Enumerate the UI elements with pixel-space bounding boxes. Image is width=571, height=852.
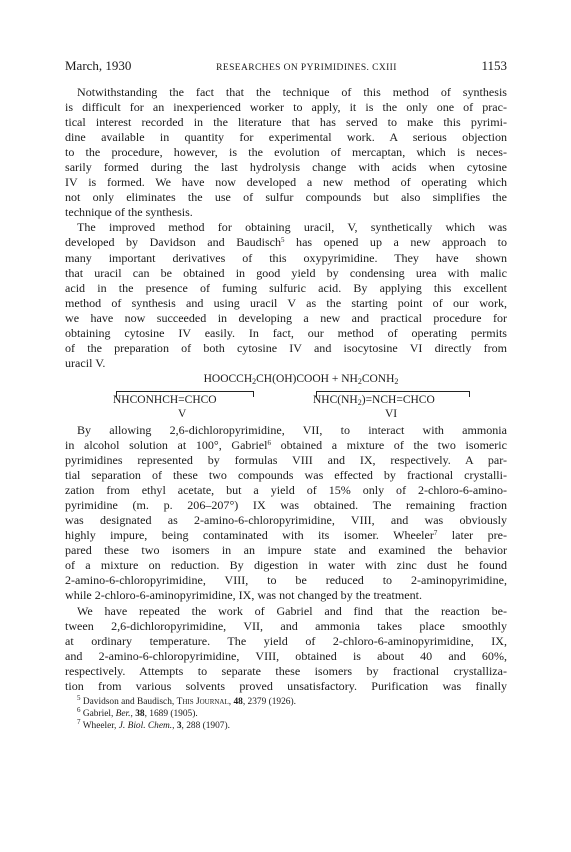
text-line: of the preparation of both cytosine IV and isocytosine VI directly from [65, 340, 507, 355]
header-title: RESEARCHES ON PYRIMIDINES. CXIII [216, 63, 397, 73]
text-line: dine available in quantity for experimental work. A serious objection [65, 130, 507, 145]
footnote-ref-7[interactable]: 7 [433, 529, 438, 538]
footnote-5: $^5$ Davidson and Baudisch, This Journal, 48, 2379 (1926). [77, 693, 296, 707]
text-line: We have repeated the work of Gabriel and find that the reaction be- [77, 603, 507, 618]
paragraph-4 [65, 604, 507, 694]
text-line: uracil V. [65, 355, 106, 370]
text-line: IV is formed. We have now developed a new method of operating which [65, 175, 507, 190]
text-line: Notwithstanding the fact that the technique of this method of synthesis [77, 85, 507, 99]
text-line: obtaining cytosine IV easily. In fact, our method of operating permits [65, 325, 507, 340]
text-line: not only eliminates the use of sulfur compounds but also simplifies the [65, 190, 507, 205]
text-line: while 2-chloro-6-aminopyrimidine, IX, was not changed by the treatment. [65, 588, 422, 603]
text-line: The improved method for obtaining uracil, V, synthetically which was [77, 220, 507, 235]
article-body [65, 85, 507, 694]
footnote-ref-6[interactable]: 6 [267, 438, 271, 447]
formula-label-vi: VI [385, 407, 398, 420]
paragraph-1 [65, 85, 507, 220]
text-line: zation from ethyl acetate, but a yield of 15% only of 2-chloro-6-amino- [65, 483, 507, 498]
text-line: that uracil can be obtained in good yield by condensing urea with malic [65, 265, 507, 280]
footnote-7: $^7$ Wheeler, J. Biol. Chem., 3, 288 (1907). [77, 717, 230, 731]
formula-isocytosine: $NHC(NH_2)=NCH=CHCO$ [313, 393, 435, 407]
text-line: pared these two isomers in an impure state and examined the behavior [65, 543, 507, 558]
chemical-equation [65, 372, 507, 423]
running-header [65, 58, 507, 76]
text-line: technique of the synthesis. [65, 205, 193, 220]
text-line: tial separation of these two compounds was effected by fractional crystalli- [65, 468, 507, 483]
text-line: we have now succeeded in developing a new and practical procedure for [65, 310, 507, 325]
text-line: method of synthesis and using uracil V as the starting point of our work, [65, 295, 507, 310]
equation-reactants: $HOOCCH_2CH(OH)COOH$ + $NH_2CONH_2$ [203, 372, 399, 386]
footnotes [65, 693, 507, 732]
paragraph-2 [65, 220, 507, 370]
formula-uracil: NHCONHCH=CHCO [113, 393, 217, 406]
footnote-6: $^6$ Gabriel, Ber., 38, 1689 (1905). [77, 705, 198, 719]
text-line: is difficult for an inexperienced worker to apply, it is the only one of prac- [65, 100, 507, 115]
header-date: March, 1930 [65, 58, 132, 73]
text-line: was designated as 2-amino-6-chloropyrimidine, VIII, and was obviously [65, 513, 507, 528]
page [65, 58, 507, 732]
text-line: tween 2,6-dichloropyrimidine, VII, and ammonia takes place smoothly [65, 618, 507, 633]
text-line: highly impure, being contaminated with its isomer. Wheeler$^7$ later pre- [65, 528, 507, 543]
formula-label-v: V [178, 407, 187, 420]
text-line: in alcohol solution at 100°, Gabriel$^6$ obtained a mixture of the two isomeric [65, 437, 507, 452]
text-line: to the procedure, however, is the evolution of mercaptan, which is neces- [65, 145, 507, 160]
text-line: of a mixture on reduction. By digestion in water with zinc dust he found [65, 558, 507, 573]
text-line: many important derivatives of this oxypyrimidine. They have shown [65, 250, 507, 265]
text-line: at ordinary temperature. The yield of 2-chloro-6-aminopyrimidine, IX, [65, 633, 507, 648]
text-line: pyrimidines represented by formulas VIII and IX, respectively. A par- [65, 453, 507, 468]
text-line: respectively. Attempts to separate these isomers by fractional crystalliza- [65, 663, 507, 678]
text-line: pyrimidine (m. p. 206–207°) IX was obtained. The remaining fraction [65, 498, 507, 513]
text-line: tical interest recorded in the literature that has served to make this pyrimi- [65, 115, 507, 130]
paragraph-3 [65, 423, 507, 604]
text-line: sarily formed during the last hydrolysis change with acids when cytosine [65, 160, 507, 175]
text-line: acid in the presence of fuming sulfuric acid. By applying this excellent [65, 280, 507, 295]
footnote-ref-5[interactable]: 5 [281, 236, 285, 245]
text-line: By allowing 2,6-dichloropyrimidine, VII, to interact with ammonia [77, 422, 507, 437]
text-line: tion from various solvents proved unsatisfactory. Purification was finally [65, 678, 507, 693]
page-number: 1153 [481, 58, 507, 73]
text-line: developed by Davidson and Baudisch$^5$ has opened up a new approach to [65, 235, 507, 250]
text-line: 2-amino-6-chloropyrimidine, VIII, to be reduced to 2-aminopyrimidine, [65, 573, 507, 588]
equation-products [65, 389, 507, 423]
text-line: and 2-amino-6-chloropyrimidine, VIII, obtained is about 40 and 60%, [65, 648, 507, 663]
